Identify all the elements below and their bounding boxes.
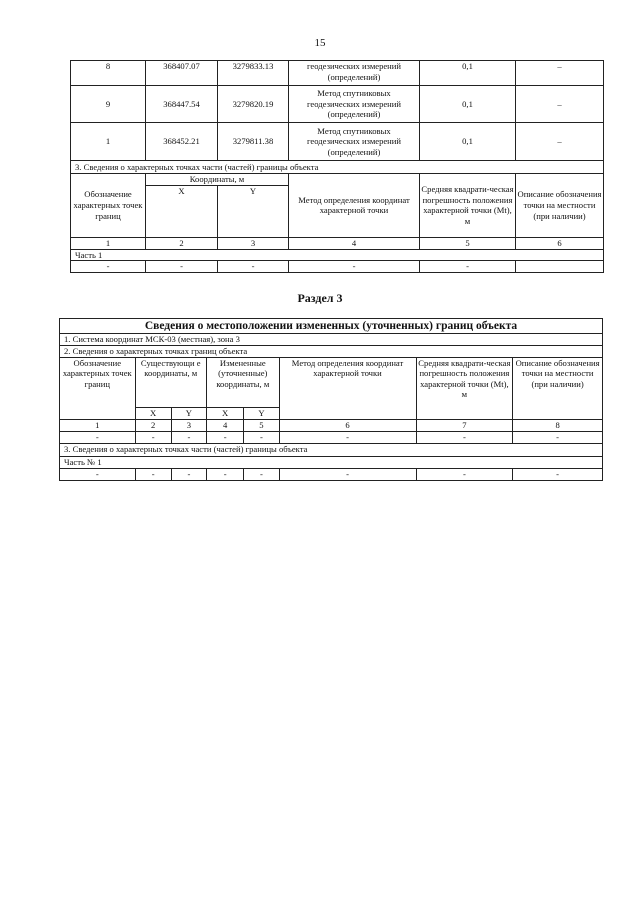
empty-cell: - — [289, 261, 420, 273]
header-x: X — [135, 407, 171, 419]
header-desc: Описание обозначения точки на местности (при наличии) — [516, 174, 604, 238]
header-x: X — [207, 407, 244, 419]
boundary-points-table — [70, 60, 604, 273]
point-mt: 0,1 — [420, 123, 516, 161]
header-changed-coords: Измененные (уточненные) координаты, м — [207, 357, 280, 407]
empty-cell: - — [135, 431, 171, 443]
empty-cell: - — [207, 468, 244, 480]
point-method: Метод спутниковых геодезических измерений (определений) — [289, 86, 420, 123]
point-desc: – — [516, 123, 604, 161]
col-num: 3 — [218, 237, 289, 249]
empty-cell: - — [513, 468, 603, 480]
empty-cell: - — [60, 468, 136, 480]
point-mt: 0,1 — [420, 86, 516, 123]
empty-cell: - — [60, 431, 136, 443]
col-num: 1 — [60, 419, 136, 431]
col-num: 7 — [416, 419, 513, 431]
point-desc: – — [516, 86, 604, 123]
empty-cell: - — [146, 261, 218, 273]
point-method: Метод спутниковых геодезических измерений (определений) — [289, 123, 420, 161]
header-method: Метод определения координат характерной точки — [279, 357, 416, 419]
table-row — [71, 261, 604, 273]
empty-cell: - — [244, 468, 279, 480]
col-num: 2 — [135, 419, 171, 431]
header-desc: Описание обозначения точки на местности (при наличии) — [513, 357, 603, 419]
table-row — [71, 61, 604, 86]
point-x: 368407.07 — [146, 61, 218, 86]
part-row — [60, 456, 603, 468]
section3-title: 3. Сведения о характерных точках части (частей) границы объекта — [60, 443, 603, 456]
section-title: Раздел 3 — [297, 291, 343, 305]
empty-cell: - — [244, 431, 279, 443]
point-desc: – — [516, 61, 604, 86]
header-x: X — [146, 185, 218, 237]
col-num: 6 — [279, 419, 416, 431]
point-method: геодезических измерений (определений) — [289, 61, 420, 86]
header-mt: Средняя квадрати-ческая погрешность положения характерной точки (Mt), м — [416, 357, 513, 419]
empty-cell: - — [218, 261, 289, 273]
part-row — [71, 249, 604, 261]
section2-title: 2. Сведения о характерных точках границ объекта — [60, 346, 603, 358]
page-number: 15 — [314, 37, 326, 49]
col-num: 4 — [289, 237, 420, 249]
part-label: Часть № 1 — [60, 456, 603, 468]
empty-cell — [516, 261, 604, 273]
part-label: Часть 1 — [71, 249, 604, 261]
header-method: Метод определения координат характерной точки — [289, 174, 420, 238]
point-x: 368447.54 — [146, 86, 218, 123]
column-numbers-row — [71, 237, 604, 249]
table-row — [71, 123, 604, 161]
point-x: 368452.21 — [146, 123, 218, 161]
header-row — [71, 174, 604, 186]
col-num: 4 — [207, 419, 244, 431]
col-num: 5 — [420, 237, 516, 249]
col-num: 1 — [71, 237, 146, 249]
header-existing-coords: Существующи е координаты, м — [135, 357, 207, 407]
col-num: 2 — [146, 237, 218, 249]
point-number: 1 — [71, 123, 146, 161]
coordinate-system-line: 1. Система координат МСК-03 (местная), зона 3 — [60, 334, 603, 346]
title-row — [60, 319, 603, 334]
header-coords: Координаты, м — [146, 174, 289, 186]
header-designation: Обозначение характерных точек границ — [71, 174, 146, 238]
col-num: 8 — [513, 419, 603, 431]
table-title: Сведения о местоположении измененных (уточненных) границ объекта — [60, 319, 603, 334]
col-num: 3 — [171, 419, 206, 431]
col-num: 6 — [516, 237, 604, 249]
point-number: 8 — [71, 61, 146, 86]
table-row — [71, 86, 604, 123]
empty-cell: - — [416, 431, 513, 443]
column-numbers-row — [60, 419, 603, 431]
header-designation: Обозначение характерных точек границ — [60, 357, 136, 419]
header-row — [60, 357, 603, 407]
changed-boundaries-table — [59, 318, 603, 481]
point-mt: 0,1 — [420, 61, 516, 86]
info-row — [60, 334, 603, 346]
point-number: 9 — [71, 86, 146, 123]
empty-cell: - — [513, 431, 603, 443]
point-y: 3279820.19 — [218, 86, 289, 123]
empty-cell: - — [171, 468, 206, 480]
table-row — [60, 468, 603, 480]
empty-cell: - — [71, 261, 146, 273]
empty-cell: - — [171, 431, 206, 443]
header-y: Y — [218, 185, 289, 237]
section-heading-row — [71, 161, 604, 174]
empty-cell: - — [420, 261, 516, 273]
point-y: 3279833.13 — [218, 61, 289, 86]
empty-cell: - — [279, 431, 416, 443]
empty-cell: - — [416, 468, 513, 480]
col-num: 5 — [244, 419, 279, 431]
point-y: 3279811.38 — [218, 123, 289, 161]
header-y: Y — [244, 407, 279, 419]
section3-title: 3. Сведения о характерных точках части (частей) границы объекта — [71, 161, 604, 174]
header-y: Y — [171, 407, 206, 419]
empty-cell: - — [279, 468, 416, 480]
header-mt: Средняя квадрати-ческая погрешность положения характерной точки (Mt), м — [420, 174, 516, 238]
section-heading-row — [60, 443, 603, 456]
empty-cell: - — [207, 431, 244, 443]
table-row — [60, 431, 603, 443]
info-row — [60, 346, 603, 358]
empty-cell: - — [135, 468, 171, 480]
